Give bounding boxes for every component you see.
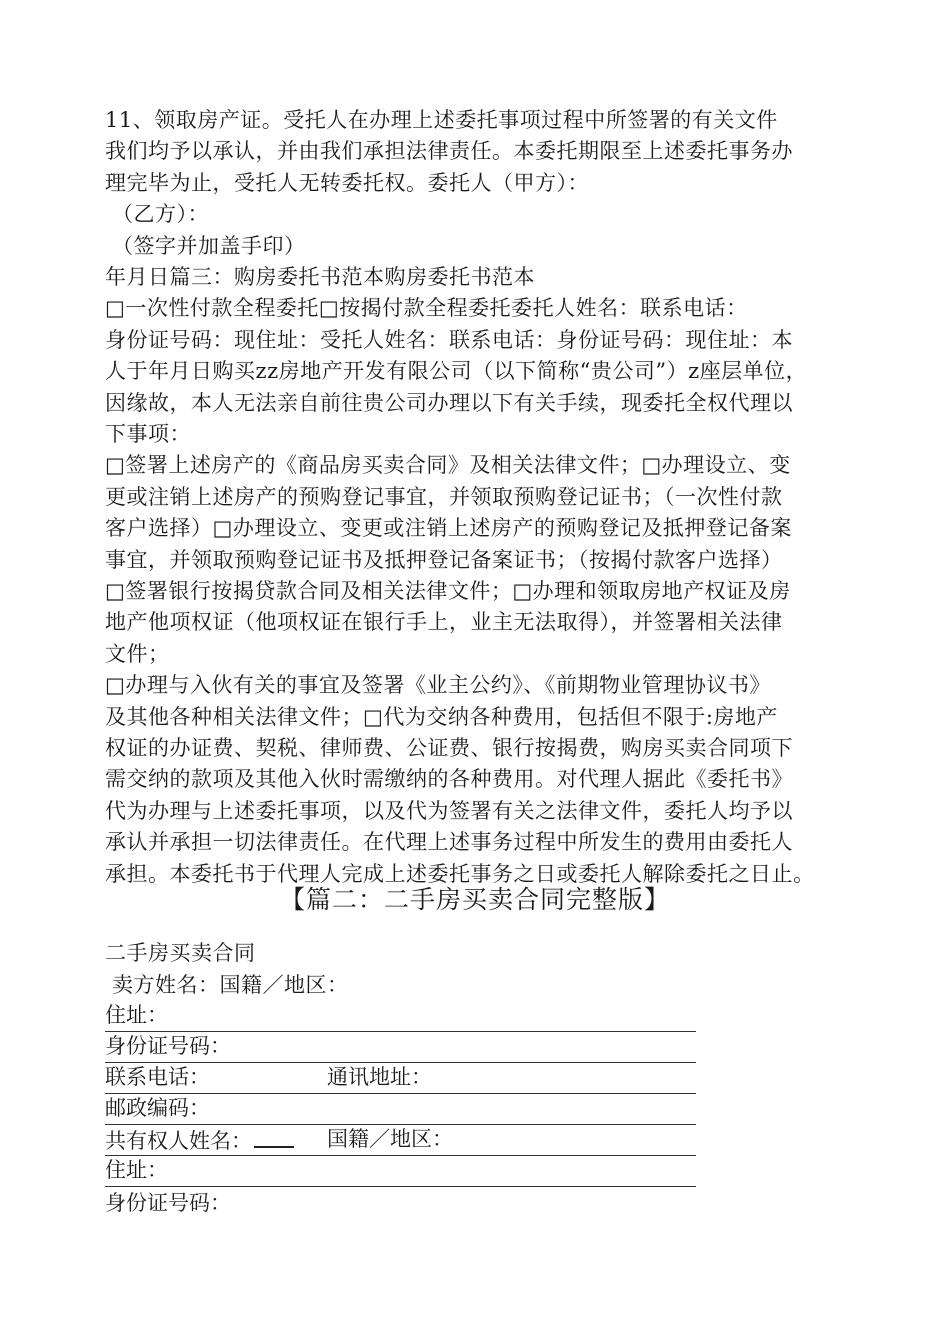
- postcode-label: 邮政编码：: [105, 1096, 210, 1120]
- body-line: 理完毕为止，受托人无转委托权。委托人（甲方）：: [105, 171, 589, 195]
- body-line: 及其他各种相关法律文件；□代为交纳各种费用，包括但不限于:房地产: [105, 705, 778, 729]
- address-label: 住址：: [105, 1003, 168, 1027]
- body-line: 下事项：: [105, 422, 191, 446]
- id-label: 身份证号码：: [105, 1034, 231, 1058]
- body-line: （签字并加盖手印）: [112, 234, 306, 258]
- co-nationality-label: 国籍／地区：: [327, 1127, 453, 1151]
- body-line: 身份证号码：现住址：受托人姓名：联系电话：身份证号码：现住址：本: [105, 328, 793, 352]
- contract-title: 二手房买卖合同: [105, 941, 256, 965]
- id-2-label: 身份证号码：: [105, 1191, 231, 1215]
- body-line: 客户选择）□办理设立、变更或注销上述房产的预购登记及抵押登记备案: [105, 516, 792, 540]
- body-line: 承认并承担一切法律责任。在代理上述事务过程中所发生的费用由委托人: [105, 830, 793, 854]
- body-line: □签署银行按揭贷款合同及相关法律文件；□办理和领取房地产权证及房: [105, 579, 791, 603]
- body-line: 承担。本委托书于代理人完成上述委托事务之日或委托人解除委托之日止。: [105, 862, 815, 886]
- body-line: 因缘故，本人无法亲自前往贵公司办理以下有关手续，现委托全权代理以: [105, 391, 793, 415]
- body-line: 代为办理与上述委托事项，以及代为签署有关之法律文件，委托人均予以: [105, 799, 793, 823]
- form-row-phone: [105, 1062, 696, 1094]
- phone-label: 联系电话：: [105, 1065, 210, 1089]
- form-row-co-owner: [105, 1124, 696, 1156]
- body-line: 11、领取房产证。受托人在办理上述委托事项过程中所签署的有关文件: [105, 108, 778, 132]
- body-line: 人于年月日购买zz房地产开发有限公司（以下简称“贵公司”）z座层单位，: [105, 359, 808, 383]
- section-heading: 【篇二：二手房买卖合同完整版】: [279, 885, 670, 914]
- co-owner-blank: [254, 1124, 294, 1148]
- body-line: 事宜，并领取预购登记证书及抵押登记备案证书；（按揭付款客户选择）: [105, 548, 783, 572]
- body-line: □一次性付款全程委托□按揭付款全程委托委托人姓名：联系电话：: [105, 296, 748, 320]
- body-line: （乙方）：: [112, 202, 209, 226]
- co-owner-text: 共有权人姓名：: [105, 1129, 252, 1153]
- co-owner-label: [105, 1124, 294, 1157]
- address-2-label: 住址：: [105, 1158, 168, 1182]
- body-line: 我们均予以承认，并由我们承担法律责任。本委托期限至上述委托事务办: [105, 139, 793, 163]
- body-line: 更或注销上述房产的预购登记事宜，并领取预购登记证书；（一次性付款: [105, 485, 783, 509]
- form-row-id: [105, 1031, 696, 1063]
- body-line: 需交纳的款项及其他入伙时需缴纳的各种费用。对代理人据此《委托书》: [105, 767, 793, 791]
- body-line: 年月日篇三：购房委托书范本购房委托书范本: [105, 265, 535, 289]
- body-line: □办理与入伙有关的事宜及签署《业主公约》、《前期物业管理协议书》: [105, 673, 771, 697]
- form-row-address: [105, 1000, 696, 1032]
- seller-name-line: 卖方姓名：国籍／地区：: [112, 973, 349, 997]
- body-line: 文件；: [105, 642, 170, 666]
- body-line: 地产他项权证（他项权证在银行手上，业主无法取得），并签署相关法律: [105, 610, 783, 634]
- form-row-address-2: [105, 1155, 696, 1187]
- form-row-postcode: [105, 1093, 696, 1125]
- body-line: □签署上述房产的《商品房买卖合同》及相关法律文件；□办理设立、变: [105, 453, 791, 477]
- form-row-id-2: [105, 1188, 696, 1219]
- body-line: 权证的办证费、契税、律师费、公证费、银行按揭费，购房买卖合同项下: [105, 736, 793, 760]
- mail-address-label: 通讯地址：: [327, 1065, 432, 1089]
